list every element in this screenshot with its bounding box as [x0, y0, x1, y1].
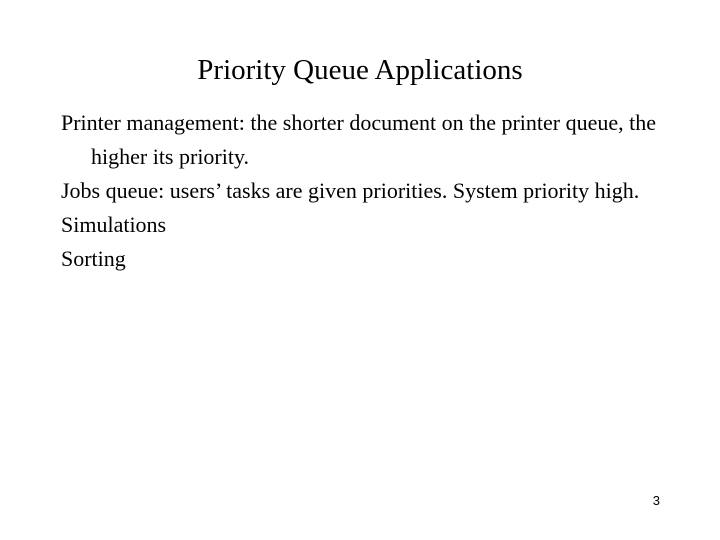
bullet-item: Printer management: the shorter document on the printer queue, the higher its priority. — [61, 110, 657, 169]
page-number: 3 — [652, 493, 660, 508]
bullet-item: Jobs queue: users’ tasks are given priorities. System priority high. — [61, 178, 640, 203]
bullet-list — [61, 106, 661, 276]
slide-title: Priority Queue Applications — [197, 54, 523, 86]
bullet-item: Simulations — [61, 212, 167, 237]
bullet-item: Sorting — [61, 246, 126, 271]
